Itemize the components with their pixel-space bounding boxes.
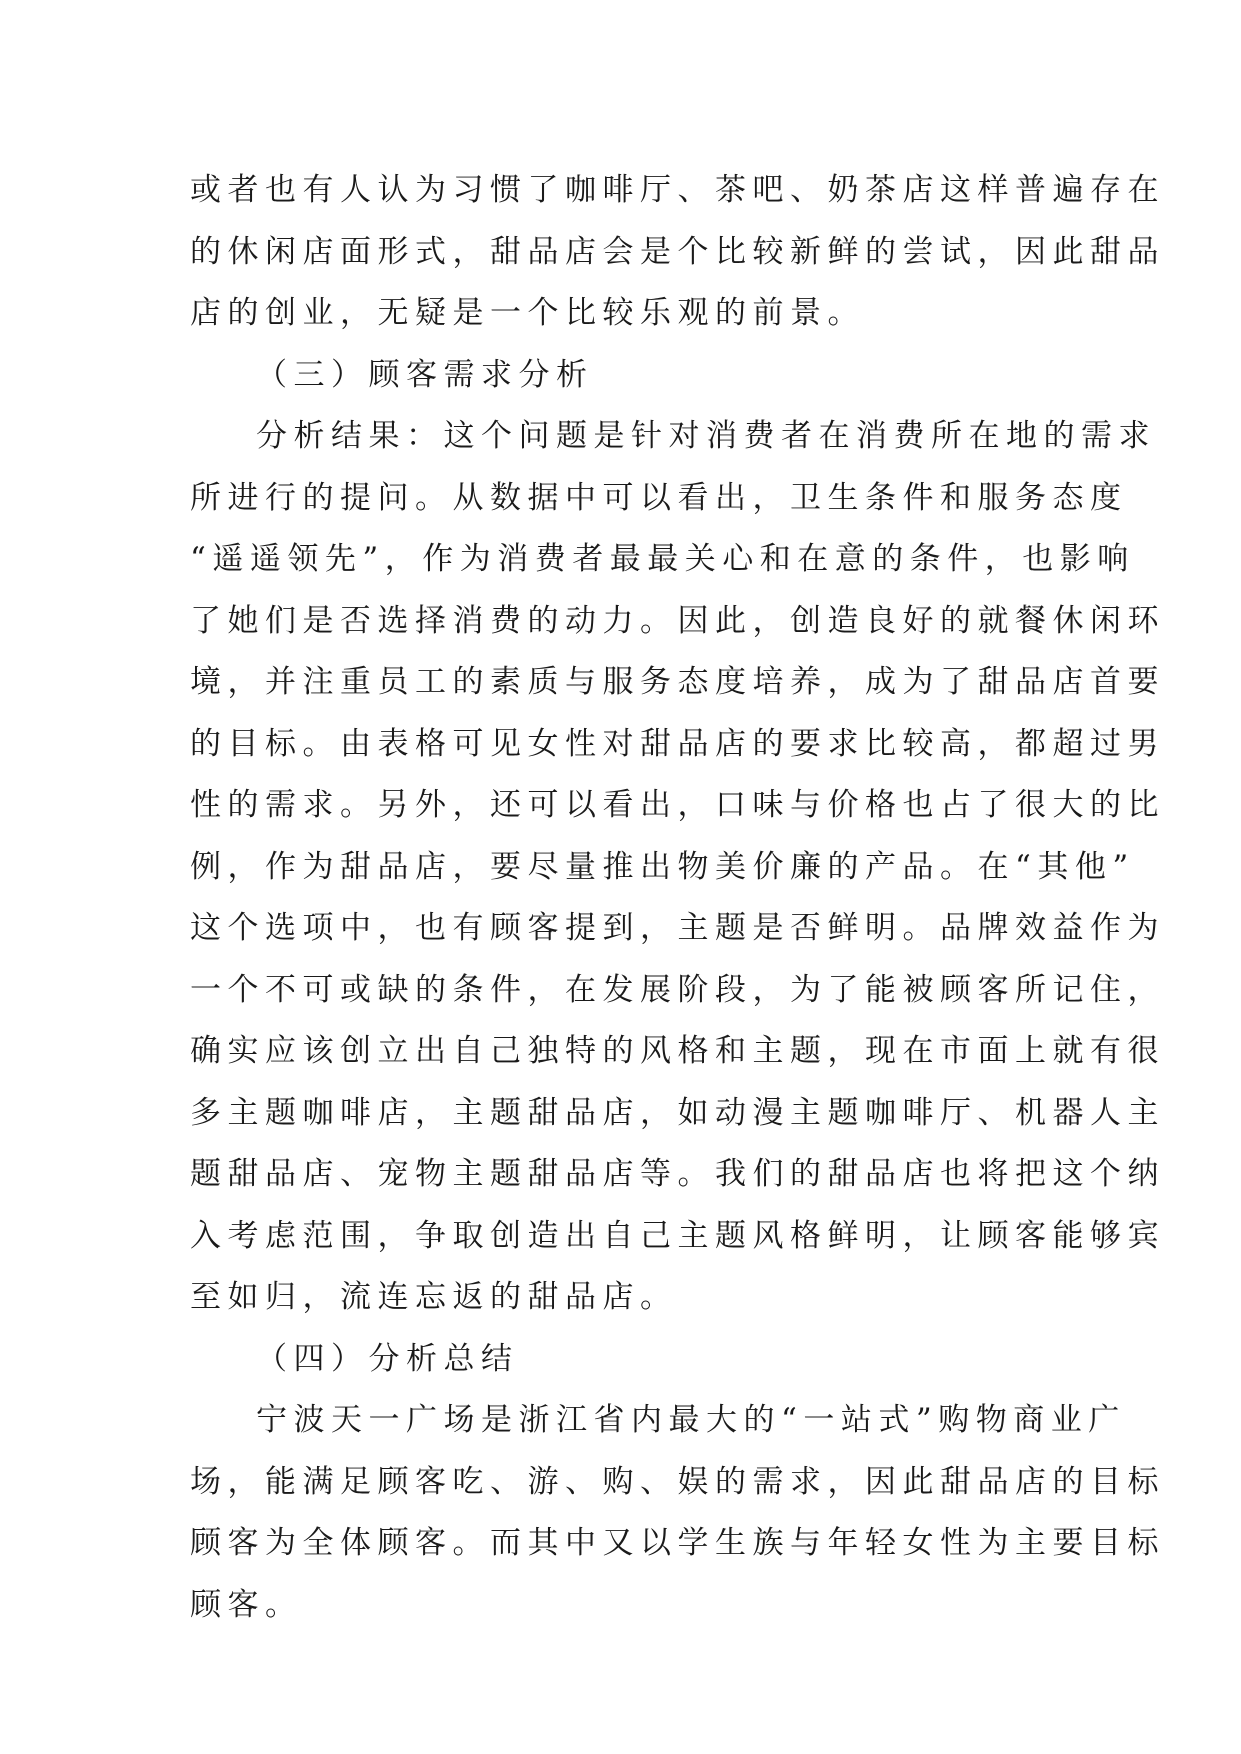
text-line: 分析结果：这个问题是针对消费者在消费所在地的需求 [256,418,1156,454]
text-line: 至如归，流连忘返的甜品店。 [190,1279,678,1315]
text-line: “遥遥领先”，作为消费者最最关心和在意的条件，也影响 [190,541,1135,577]
text-line: 多主题咖啡店，主题甜品店，如动漫主题咖啡厅、机器人主 [190,1094,1165,1131]
text-line: 或者也有人认为习惯了咖啡厅、茶吧、奶茶店这样普遍存在 [190,172,1165,208]
text-line: 入考虑范围，争取创造出自己主题风格鲜明，让顾客能够宾 [190,1217,1165,1254]
text-line: 场，能满足顾客吃、游、购、娱的需求，因此甜品店的目标 [190,1463,1165,1500]
text-line: 宁波天一广场是浙江省内最大的“一站式”购物商业广 [256,1402,1126,1438]
document-page [190,160,1165,1636]
section-heading-3: （三）顾客需求分析 [256,356,594,393]
text-line: 确实应该创立出自己独特的风格和主题，现在市面上就有很 [190,1033,1165,1069]
text-line: 顾客。 [190,1586,303,1623]
text-line: 顾客为全体顾客。而其中又以学生族与年轻女性为主要目标 [190,1525,1165,1561]
text-line: 的目标。由表格可见女性对甜品店的要求比较高，都超过男 [190,725,1165,762]
text-line: 境，并注重员工的素质与服务态度培养，成为了甜品店首要 [190,664,1165,700]
text-line: 这个选项中，也有顾客提到，主题是否鲜明。品牌效益作为 [190,910,1165,946]
section-heading-4: （四）分析总结 [256,1340,519,1377]
text-line: 题甜品店、宠物主题甜品店等。我们的甜品店也将把这个纳 [190,1156,1165,1192]
text-line: 性的需求。另外，还可以看出，口味与价格也占了很大的比 [190,787,1165,823]
text-line: 的休闲店面形式，甜品店会是个比较新鲜的尝试，因此甜品 [190,233,1165,270]
text-line: 店的创业，无疑是一个比较乐观的前景。 [190,295,865,331]
text-line: 例，作为甜品店，要尽量推出物美价廉的产品。在“其他” [190,848,1135,885]
text-line: 了她们是否选择消费的动力。因此，创造良好的就餐休闲环 [190,602,1165,639]
text-line: 所进行的提问。从数据中可以看出，卫生条件和服务态度 [190,479,1128,516]
text-line: 一个不可或缺的条件，在发展阶段，为了能被顾客所记住， [190,971,1165,1008]
